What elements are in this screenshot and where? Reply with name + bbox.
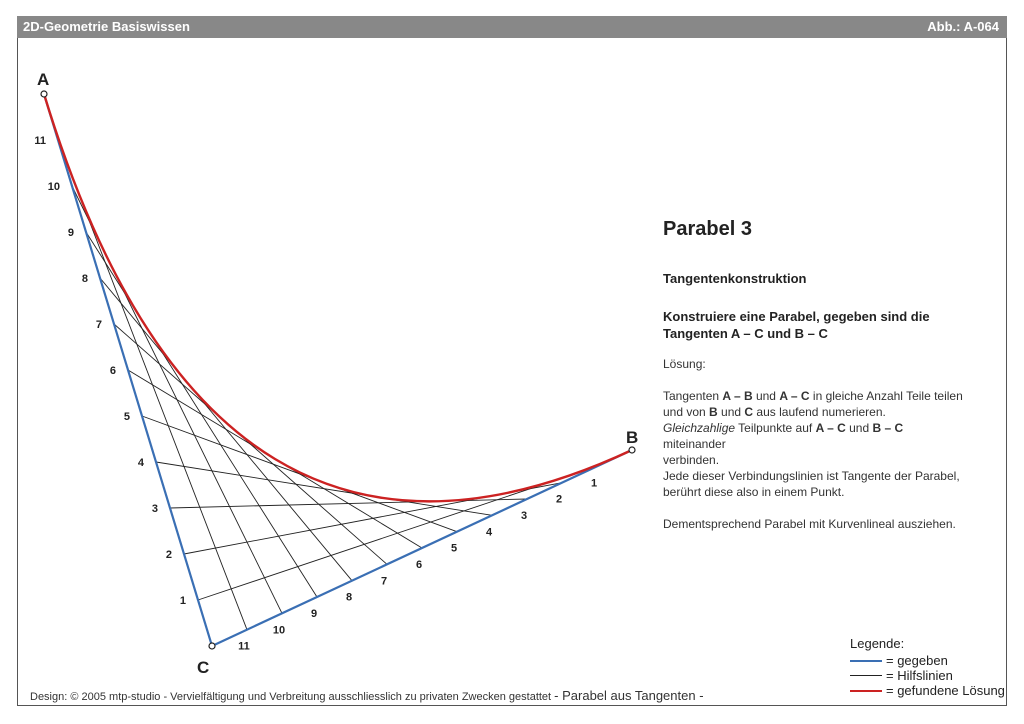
ac-label: 5 [123, 411, 130, 423]
step-text: Tangenten [663, 389, 723, 403]
panel-title: Parabel 3 [663, 218, 752, 240]
point-b-marker [629, 447, 635, 453]
legend-swatch-solution [850, 690, 882, 692]
ac-label: 11 [34, 135, 46, 147]
point-a-marker [41, 91, 47, 97]
description-panel [663, 218, 963, 548]
task-line-2: Tangenten A – C und B – C [663, 326, 828, 341]
step-text: berührt diese also in einem Punkt. [663, 485, 845, 499]
step-text: und von [663, 405, 710, 419]
step-text: Teilpunkte auf [735, 421, 816, 435]
step-text: Jede dieser Verbindungslinien ist Tangente der Parabel, [663, 469, 960, 483]
helper-line [86, 232, 317, 597]
task-text [663, 308, 963, 342]
cb-label: 3 [520, 510, 528, 522]
final-instruction: Dementsprechend Parabel mit Kurvenlineal ausziehen. [663, 517, 956, 531]
cb-label: 10 [272, 624, 286, 637]
legend-item-solution [850, 683, 1005, 698]
tangent-cb-line [212, 450, 632, 646]
helper-line [100, 278, 352, 581]
step-bold: B – C [872, 421, 904, 435]
cb-label: 6 [415, 559, 423, 571]
legend-title: Legende: [850, 636, 905, 651]
ac-label: 3 [151, 503, 158, 515]
step-text: und [752, 389, 780, 403]
ac-label: 6 [109, 365, 116, 377]
task-line-1: Konstruiere eine Parabel, gegeben sind die [663, 309, 930, 324]
ac-label: 9 [67, 227, 74, 239]
legend-label-helper: = Hilfslinien [886, 668, 953, 683]
ac-label: 8 [81, 273, 88, 285]
cb-label: 1 [590, 477, 598, 490]
ac-label: 2 [165, 549, 172, 561]
helper-line [114, 324, 387, 564]
point-a-label: A [37, 70, 50, 89]
legend-swatch-given [850, 660, 882, 662]
step-bold: A – C [779, 389, 810, 403]
ac-label: 4 [137, 457, 144, 469]
cb-label: 4 [485, 526, 493, 539]
cb-label: 2 [555, 493, 563, 506]
point-c-marker [209, 643, 215, 649]
footer-alt-title: - Parabel aus Tangenten - [554, 688, 704, 703]
step-bold: B [709, 405, 718, 419]
legend-item-helper [850, 668, 1005, 683]
point-c-label: C [197, 658, 210, 677]
cb-label: 8 [345, 591, 353, 604]
solution-text [663, 356, 963, 532]
legend [850, 636, 1005, 698]
solution-steps [663, 388, 963, 500]
step-text: in gleiche Anzahl Teile teilen [809, 389, 963, 403]
footer-credit [30, 688, 704, 703]
cb-label: 11 [238, 640, 250, 653]
ac-label: 7 [95, 319, 102, 331]
legend-item-given [850, 653, 1005, 668]
step-text: verbinden. [663, 453, 720, 467]
step-bold: A – C [815, 421, 846, 435]
step-italic: Gleichzahlige [663, 421, 736, 435]
cb-label: 5 [450, 542, 458, 555]
step-text: aus laufend numerieren. [753, 405, 886, 419]
step-bold: C [744, 405, 754, 419]
helper-lines [44, 94, 632, 646]
point-b-label: B [626, 428, 639, 447]
tangent-ac-line [44, 94, 212, 646]
step-text: miteinander [663, 437, 726, 451]
solution-label: Lösung: [663, 357, 706, 371]
step-text: und [845, 421, 873, 435]
step-bold: A – B [722, 389, 753, 403]
header-left-title: 2D-Geometrie Basiswissen [23, 19, 190, 34]
footer-credit-text: Design: © 2005 mtp-studio - Vervielfältigung und Verbreitung ausschliesslich zu privaten Zwecken gestattet [30, 691, 552, 703]
ac-label: 1 [179, 595, 186, 607]
ac-label: 10 [47, 181, 60, 193]
legend-label-given: = gegeben [886, 653, 948, 668]
parabola-curve [44, 94, 632, 501]
step-text: und [717, 405, 745, 419]
legend-swatch-helper [850, 675, 882, 676]
legend-label-solution: = gefundene Lösung [886, 683, 1005, 698]
header-right-title: Abb.: A-064 [927, 19, 999, 34]
cb-label: 9 [310, 608, 318, 620]
cb-label: 7 [380, 575, 388, 588]
panel-subtitle: Tangentenkonstruktion [663, 271, 807, 286]
